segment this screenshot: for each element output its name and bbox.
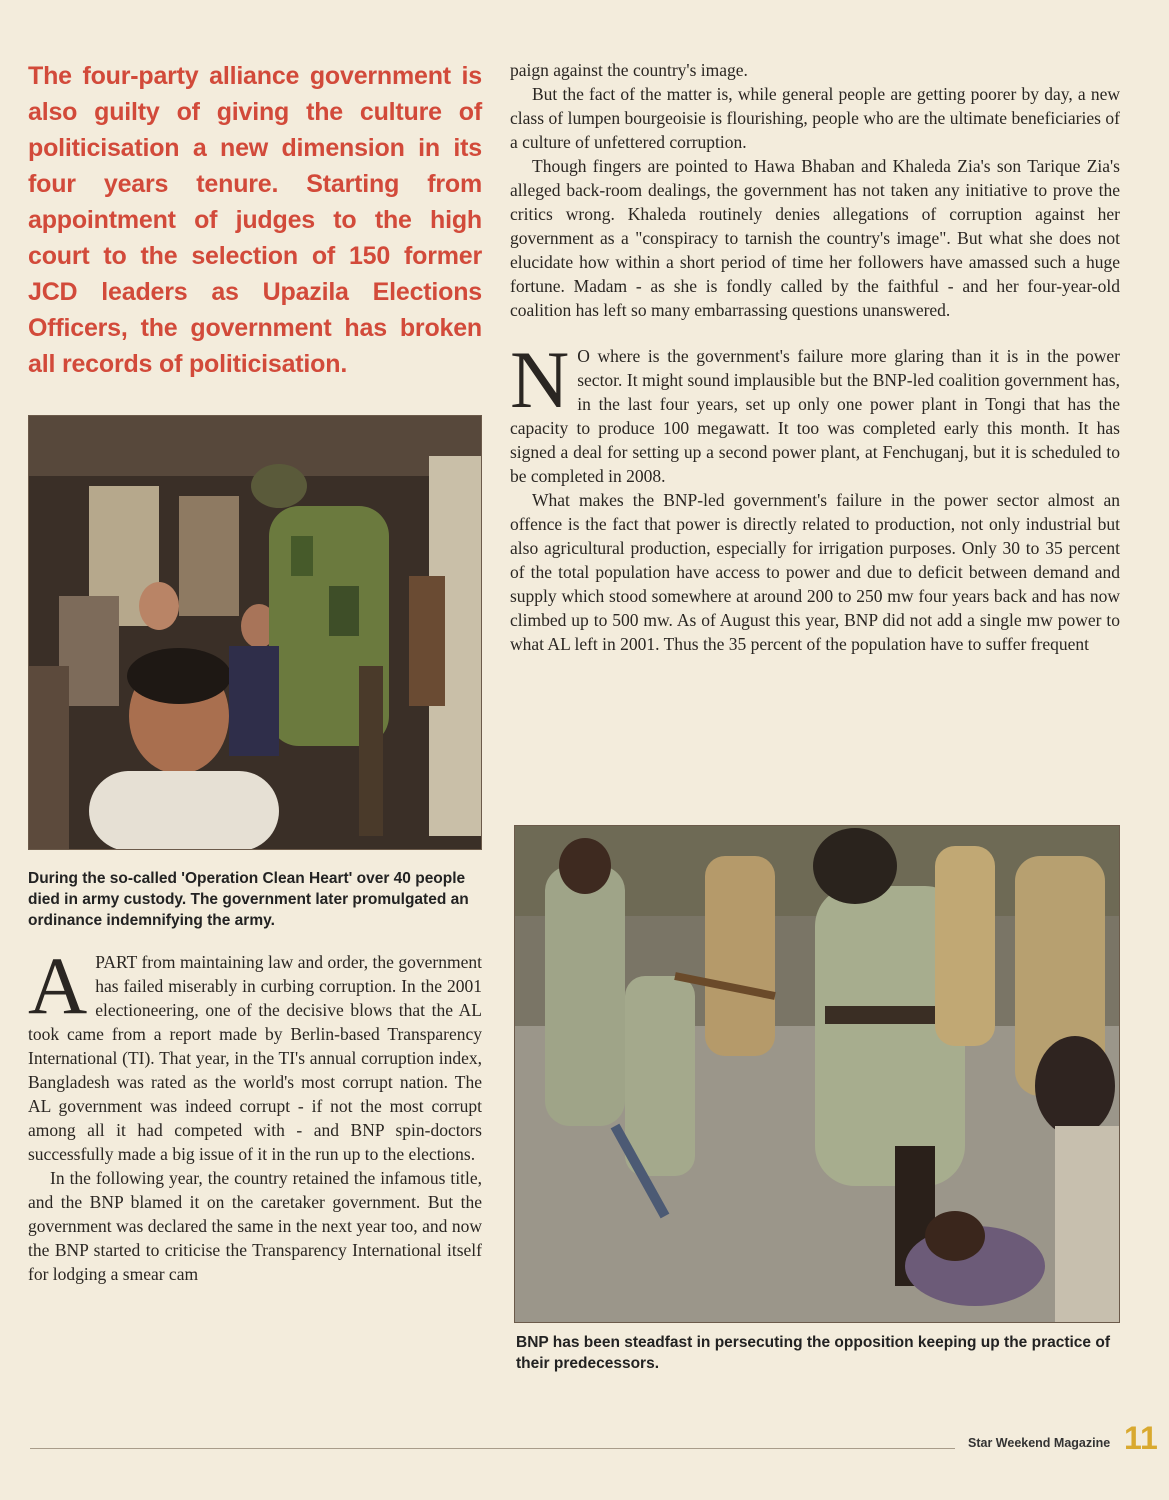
left-paragraph-2: In the following year, the country retained the infamous title, and the BNP blamed it on the caretaker government. But the government was declared the same in the next year too, and now the BNP started to criticise the Transparency International itself for lodging a smear cam	[28, 1168, 482, 1284]
dropcap-a: A	[28, 940, 88, 1031]
left-body	[28, 940, 482, 1286]
right-paragraph-1: paign against the country's image.	[510, 60, 748, 80]
left-column	[28, 58, 482, 392]
right-paragraph-2: But the fact of the matter is, while general people are getting poorer by day, a new class of lumpen bourgeoisie is flourishing, people who are the ultimate beneficiaries of a culture of unfettered corruption.	[510, 84, 1120, 152]
photo1-caption: During the so-called 'Operation Clean Heart' over 40 people died in army custody. The government later promulgated an ordinance indemnifying the army.	[28, 870, 469, 929]
photo-police	[514, 825, 1120, 1323]
left-paragraph-1	[28, 940, 482, 1166]
photo2-caption: BNP has been steadfast in persecuting the opposition keeping up the practice of their predecessors.	[516, 1334, 1110, 1372]
right-paragraph-4	[510, 334, 1120, 488]
right-paragraph-3: Though fingers are pointed to Hawa Bhaban and Khaleda Zia's son Tarique Zia's alleged back-room dealings, the government has not taken any initiative to prove the critics wrong. Khaleda routinely denies allegations of corruption against her government as a "conspiracy to tarnish the country's image". But what she does not elucidate how within a short period of time her followers have amassed such a huge fortune. Madam - as she is fondly called by the faithful - and her four-year-old coalition has left so many embarrassing questions unanswered.	[510, 156, 1120, 320]
dropcap-n: N	[510, 334, 570, 425]
right-p4-text: O where is the government's failure more glaring than it is in the power sector. It might sound implausible but the BNP-led coalition government has, in the last four years, set up only one power plant in Tongi that has the capacity to produce 100 megawatt. It too was completed early this month. It has signed a deal for setting up a second power plant, at Fenchuganj, but it is scheduled to be completed in 2008.	[510, 346, 1120, 486]
left-p1-text: PART from maintaining law and order, the government has failed miserably in curbing corruption. In the 2001 electioneering, one of the decisive blows that the AL took came from a report made by Berlin-based Transparency International (TI). That year, in the TI's annual corruption index, Bangladesh was rated as the world's most corrupt nation. The AL government was indeed corrupt - if not the most corrupt among all it had competed with - and BNP spin-doctors successfully made a big issue of it in the run up to the elections.	[28, 952, 482, 1164]
photo-army-bus	[28, 415, 482, 850]
page-number: 11	[1124, 1420, 1158, 1456]
right-paragraph-5: What makes the BNP-led government's failure in the power sector almost an offence is the fact that power is directly related to production, not only industrial but also agricultural production, especially for irrigation purposes. Only 30 to 35 percent of the total population have access to power and due to deficit between demand and supply which stood somewhere at around 200 to 250 mw four years back and has now climbed up to 500 mw. As of August this year, BNP did not add a single mw power to what AL left in 2001. Thus the 35 percent of the population have to suffer frequent	[510, 490, 1120, 654]
footer-rule	[30, 1448, 955, 1449]
footer-publication: Star Weekend Magazine	[968, 1436, 1111, 1450]
pull-quote: The four-party alliance government is also guilty of giving the culture of politicisation a new dimension in its four years tenure. Starting from appointment of judges to the high court to the selection of 150 former JCD leaders as Upazila Elections Officers, the government has broken all records of politicisation.	[28, 62, 482, 378]
right-column	[510, 58, 1120, 656]
